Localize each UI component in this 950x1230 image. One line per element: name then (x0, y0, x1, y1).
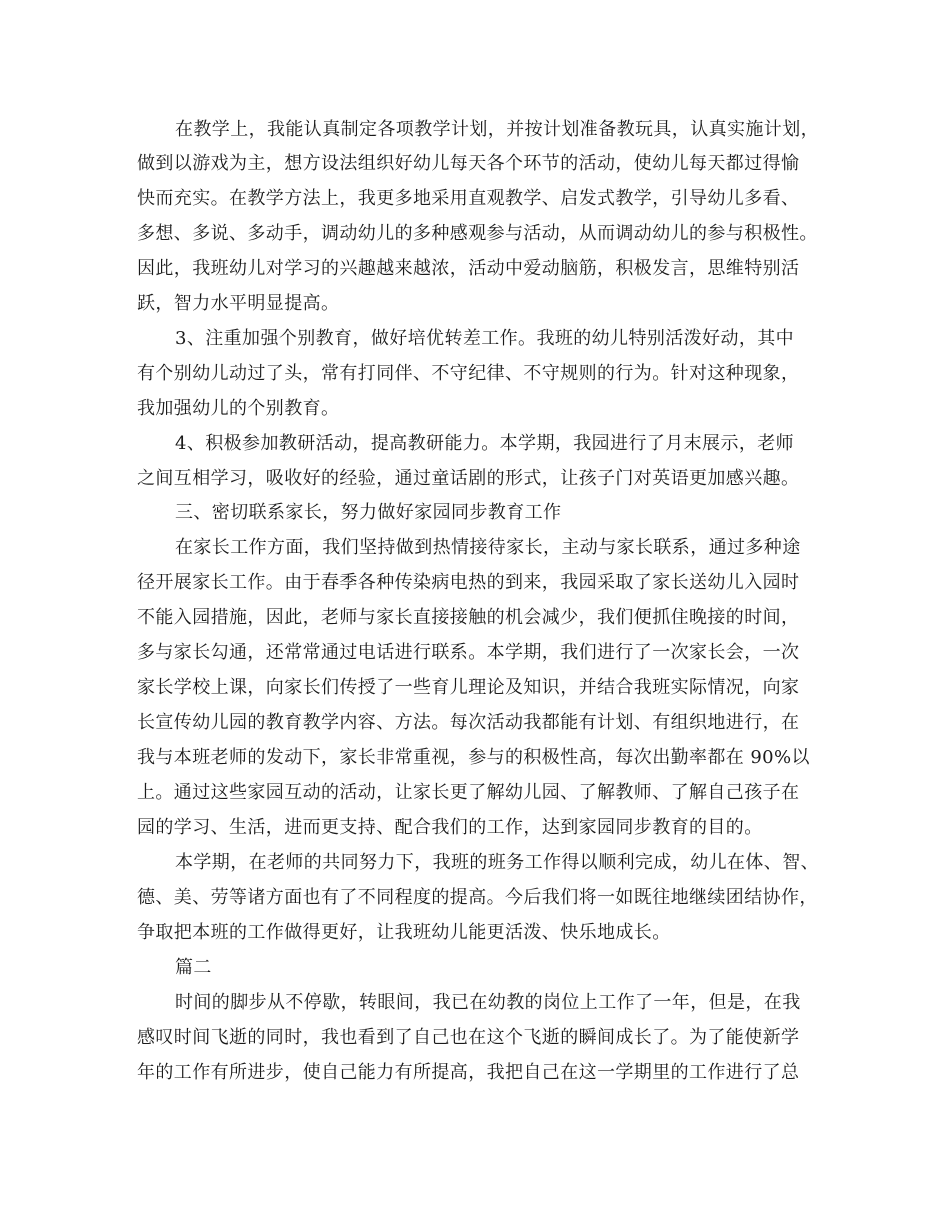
section-heading: 篇二 (175, 957, 212, 978)
text-line: 跃，智力水平明显提高。 (137, 293, 340, 314)
text-line: 家长学校上课，向家长们传授了一些育儿理论及知识，并结合我班实际情况，向家 (137, 677, 800, 698)
text-line: 做到以游戏为主，想方设法组织好幼儿每天各个环节的活动，使幼儿每天都过得愉 (137, 153, 800, 174)
text-line: 我加强幼儿的个别教育。 (137, 398, 340, 419)
text-line: 快而充实。在教学方法上，我更多地采用直观教学、启发式教学，引导幼儿多看、 (137, 188, 800, 209)
text-line: 不能入园措施，因此，老师与家长直接接触的机会减少，我们便抓住晚接的时间， (137, 607, 800, 628)
text-line: 因此，我班幼儿对学习的兴趣越来越浓，活动中爱动脑筋，积极发言，思维特别活 (137, 258, 800, 279)
text-line: 在教学上，我能认真制定各项教学计划，并按计划准备教玩具，认真实施计划， (175, 119, 819, 140)
text-line: 时间的脚步从不停歇，转眼间，我已在幼教的岗位上工作了一年，但是，在我 (175, 992, 801, 1013)
text-line: 园的学习、生活，进而更支持、配合我们的工作，达到家园同步教育的目的。 (137, 817, 763, 838)
text-line: 多与家长勾通，还常常通过电话进行联系。本学期，我们进行了一次家长会，一次 (137, 642, 800, 663)
text-line: 在家长工作方面，我们坚持做到热情接待家长，主动与家长联系，通过多种途 (175, 537, 801, 558)
text-line: 4、积极参加教研活动，提高教研能力。本学期，我园进行了月末展示，老师 (175, 433, 795, 454)
text-line: 我与本班老师的发动下，家长非常重视，参与的积极性高，每次出勤率都在 90%以 (137, 747, 810, 768)
section-heading: 三、密切联系家长，努力做好家园同步教育工作 (175, 502, 562, 523)
text-line: 长宣传幼儿园的教育教学内容、方法。每次活动我都能有计划、有组织地进行，在 (137, 712, 800, 733)
text-line: 有个别幼儿动过了头，常有打同伴、不守纪律、不守规则的行为。针对这种现象， (137, 363, 800, 384)
text-line: 争取把本班的工作做得更好，让我班幼儿能更活泼、快乐地成长。 (137, 922, 671, 943)
text-line: 上。通过这些家园互动的活动，让家长更了解幼儿园、了解教师、了解自己孩子在 (137, 782, 800, 803)
text-line: 径开展家长工作。由于春季各种传染病电热的到来，我园采取了家长送幼儿入园时 (137, 572, 800, 593)
text-line: 德、美、劳等诸方面也有了不同程度的提高。今后我们将一如既往地继续团结协作， (137, 887, 818, 908)
text-line: 3、注重加强个别教育，做好培优转差工作。我班的幼儿特别活泼好动，其中 (175, 328, 795, 349)
text-line: 之间互相学习，吸收好的经验，通过童话剧的形式，让孩子门对英语更加感兴趣。 (137, 468, 800, 489)
text-line: 本学期，在老师的共同努力下，我班的班务工作得以顺利完成，幼儿在体、智、 (175, 852, 819, 873)
text-line: 多想、多说、多动手，调动幼儿的多种感观参与活动，从而调动幼儿的参与积极性。 (137, 223, 818, 244)
text-line: 年的工作有所进步，使自己能力有所提高，我把自己在这一学期里的工作进行了总 (137, 1062, 800, 1083)
text-line: 感叹时间飞逝的同时，我也看到了自己也在这个飞逝的瞬间成长了。为了能使新学 (137, 1027, 800, 1048)
